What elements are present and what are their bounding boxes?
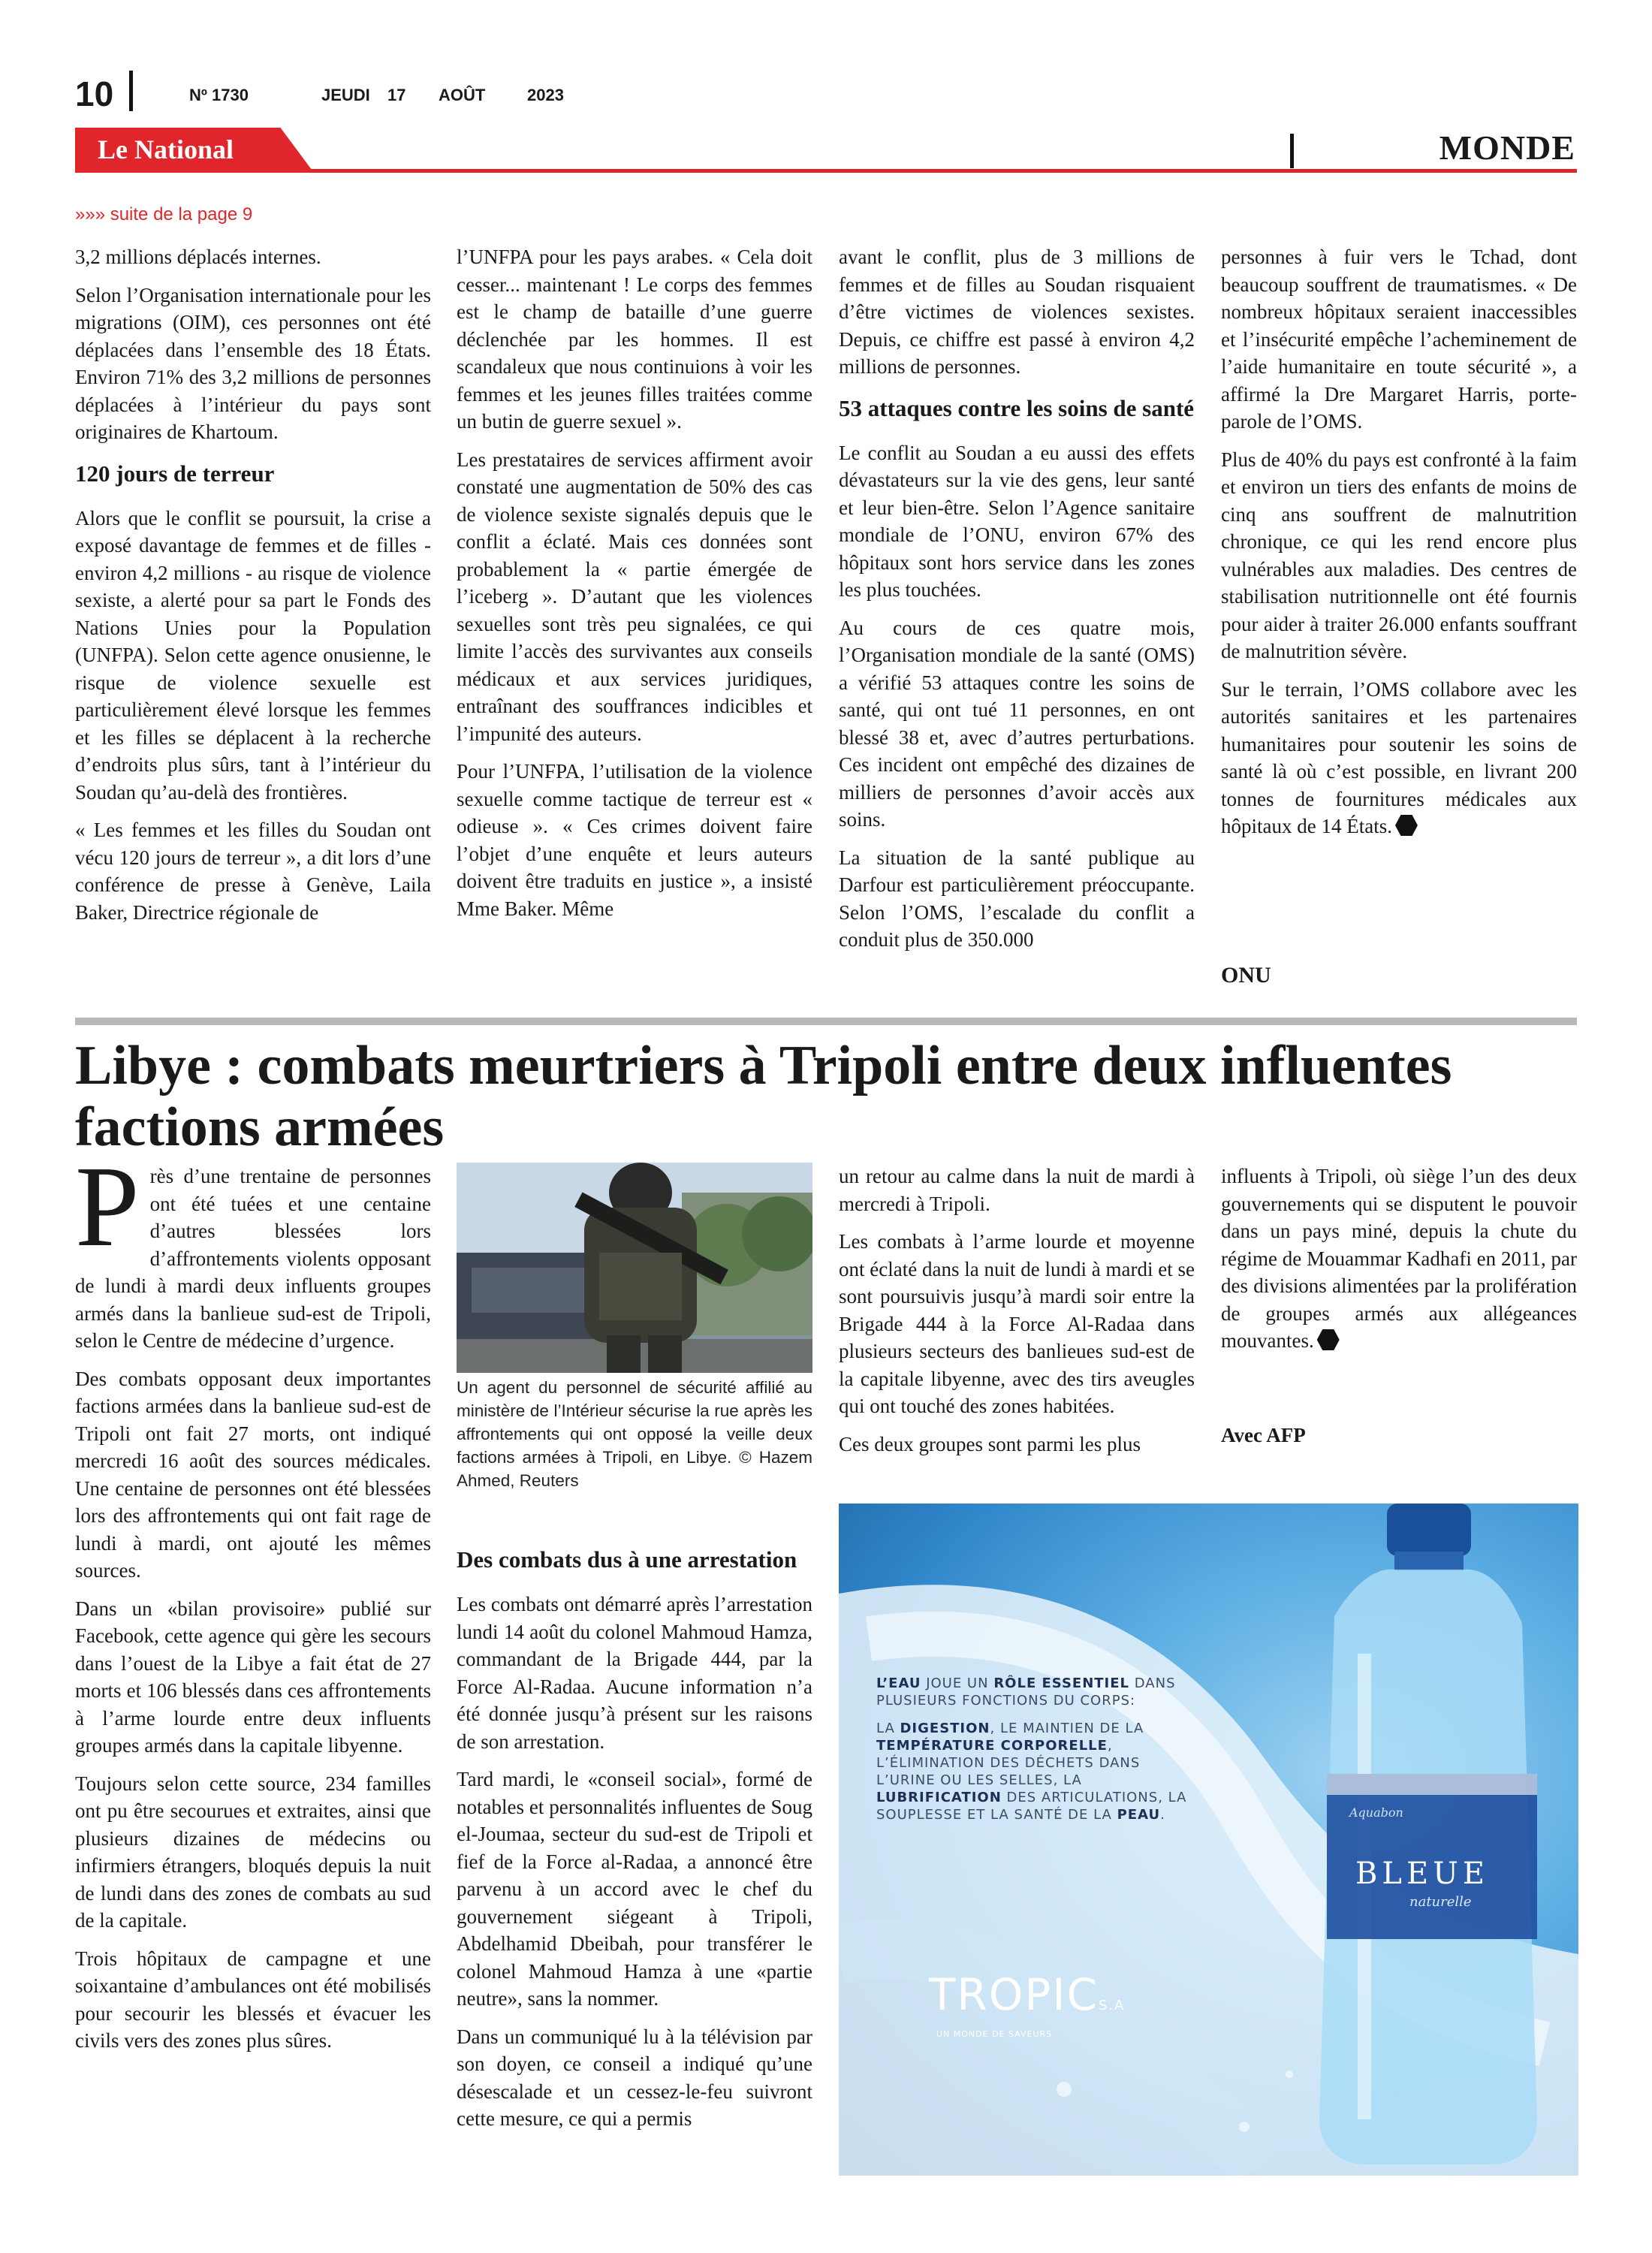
paragraph: Dans un communiqué lu à la télévision par son doyen, ce conseil a indiqué qu’une désescalade et un cessez-le-feu suivront cette mesure, ce qui a permis (457, 2025, 812, 2130)
ad-tagline: UN MONDE DE SAVEURS (936, 2029, 1053, 2039)
brand-logo: Le National (98, 134, 234, 164)
paragraph: l’UNFPA pour les pays arabes. « Cela doit cesser... maintenant ! Le corps des femmes est le champ de bataille d’une guerre déclenchée par les hommes. Il est scandaleux que nous continuions à voir les femmes et les jeunes filles traitées comme un butin de guerre sexuel ». (457, 246, 812, 433)
paragraph: Ces deux groupes sont parmi les plus (839, 1432, 1141, 1455)
paragraph: Alors que le conflit se poursuit, la crise a exposé davantage de femmes et de filles - environ 4,2 millions - au risque de violence sexiste, a alerté pour sa part le Fonds des Nations Unies pour la Population (UNFPA). Selon cette agence onusienne, le risque de violence sexuelle est particulièrement élevé lorsque les femmes et les filles se déplacent à la recherche d’endroits plus sûrs, tant à l’intérieur du Soudan qu’au-delà des frontières. (75, 506, 431, 804)
paragraph (1221, 1163, 1577, 1355)
paragraph: Plus de 40% du pays est confronté à la faim et environ un tiers des enfants de moins de cinq ans souffrent de malnutrition chronique, ce qui les rend encore plus vulnérables aux maladies. Des centres de stabilisation nutritionnelle ont été fournis pour aider à traiter 26.000 enfants souffrant de malnutrition sévère. (1221, 448, 1577, 662)
paragraph-text: influents à Tripoli, où siège l’un des deux gouvernements qui se disputent le pouvoir dans un pays miné, depuis la chute du régime de Mouammar Kadhafi en 2011, par des divisions alimentées par la prolifération de groupes armés aux allégeances mouvantes. (1221, 1165, 1577, 1352)
issue-number: Nº 1730 (189, 86, 249, 104)
ad-line (876, 1806, 1297, 1823)
ad-text: JOUE UN (921, 1675, 994, 1691)
article1-column-3 (839, 243, 1195, 964)
news-photo (457, 1163, 812, 1373)
ad-text: SOUPLESSE ET LA SANTÉ DE LA (876, 1807, 1117, 1823)
ad-text: , LE MAINTIEN DE LA (990, 1721, 1144, 1736)
continued-from (75, 204, 252, 225)
article2-column-4 (1221, 1163, 1577, 1365)
soldier-photo-illustration (457, 1163, 812, 1373)
ad-text: PEAU (1117, 1807, 1161, 1823)
paragraph: Tard mardi, le «conseil social», formé de notables et personnalités influentes de Soug el-Joumaa, secteur du sud-est de Tripoli et fief de la Force al-Radaa, a annoncé être parvenu à un accord avec le chef du gouvernement siégeant à Tripoli, Abdelhamid Dbeibah, pour transférer le colonel Mahmoud Hamza à une «partie neutre», sans la nommer. (457, 1768, 812, 2010)
subheading: Des combats dus à une arrestation (457, 1546, 797, 1573)
end-mark-icon (1395, 815, 1418, 836)
article2-source: Avec AFP (1221, 1424, 1306, 1446)
ad-text: DES ARTICULATIONS, LA (1001, 1790, 1187, 1805)
ad-text: LA (876, 1721, 900, 1736)
ad-line (876, 1675, 1297, 1692)
tropic-logo (929, 1969, 1125, 2020)
article-separator (75, 1018, 1577, 1025)
ad-text: DANS (1129, 1675, 1176, 1691)
article2-column-1 (75, 1143, 431, 2065)
paragraph: Au cours de ces quatre mois, l’Organisation mondiale de la santé (OMS) a vérifié 53 attaques contre les soins de santé, qui ont tué 11 personnes, en ont blessé 38 et, avec d’autres perturbations. Ces incident ont empêché des dizaines de milliers de personnes d’avoir accès aux soins. (839, 616, 1195, 831)
article1-source: ONU (1221, 963, 1271, 988)
ad-line: PLUSIEURS FONCTIONS DU CORPS: (876, 1693, 1136, 1709)
article1-column-2 (457, 243, 812, 933)
paragraph: Les combats à l’arme lourde et moyenne ont éclaté dans la nuit de lundi à mardi et se sont poursuivis jusqu’à mardi soir entre la Brigade 444 à la Force Al-Radaa dans plusieurs secteurs des banlieues sud-est de la capitale libyenne, avec des tirs aveugles qui ont touché des zones habitées. (839, 1230, 1195, 1417)
ad-text: , (1107, 1738, 1113, 1754)
article2-column-3 (839, 1163, 1195, 1468)
paragraph: Dans un «bilan provisoire» publié sur Facebook, cette agence qui gère les secours dans l’ouest de la Libye a fait état de 27 morts et 106 blessés dans ces affrontements à l’arme lourde entre deux influents groupes armés dans la capitale libyenne. (75, 1597, 431, 1757)
ad-text: RÔLE ESSENTIEL (993, 1675, 1130, 1691)
article2-headline: Libye : combats meurtriers à Tripoli entre deux influentes factions armées (75, 1035, 1452, 1158)
article1-column-1 (75, 243, 431, 936)
continued-marker: »»» suite de la page (75, 204, 238, 225)
paragraph: 3,2 millions déplacés internes. (75, 246, 321, 268)
photo-caption: Un agent du personnel de sécurité affilié au ministère de l’Intérieur sécurise la rue après les affrontements qui ont opposé la veille deux factions armées à Tripoli, en Libye. © Hazem Ahmed, Reuters (457, 1378, 812, 1490)
section-title: MONDE (1439, 128, 1575, 167)
bottle-brand-top: Aquabon (1349, 1805, 1403, 1820)
paragraph: « Les femmes et les filles du Soudan ont vécu 120 jours de terreur », a dit lors d’une conférence de presse à Genève, Laila Baker, Directrice régionale de (75, 819, 431, 924)
paragraph: Toujours selon cette source, 234 familles ont pu être secourues et extraites, ainsi que plusieurs dizaines de médecins ou infirmiers étrangers, bloqués depuis la nuit de lundi dans des zones de combats au sud de la capitale. (75, 1772, 431, 1932)
paragraph: avant le conflit, plus de 3 millions de femmes et de filles au Soudan risquaient d’être victimes de violences sexistes. Depuis, ce chiffre est passé à environ 4,2 millions de personnes. (839, 246, 1195, 378)
subheading: 53 attaques contre les soins de santé (839, 394, 1195, 421)
ad-text: DIGESTION (900, 1721, 990, 1736)
ad-text: LUBRIFICATION (876, 1790, 1002, 1805)
ad-line: L’URINE OU LES SELLES, LA (876, 1772, 1082, 1788)
subheading: 120 jours de terreur (75, 460, 275, 487)
ad-text: L’EAU (876, 1675, 921, 1691)
ad-line (876, 1789, 1297, 1806)
page-number: 10 (75, 74, 114, 113)
bottle-sublabel: naturelle (1409, 1894, 1472, 1910)
ad-line: L’ÉLIMINATION DES DÉCHETS DANS (876, 1755, 1141, 1771)
ad-text: . (1160, 1807, 1165, 1823)
paragraph: Selon l’Organisation internationale pour les migrations (OIM), ces personnes ont été déplacées dans l’ensemble des 18 États. Environ 71% des 3,2 millions de personnes déplacées à l’intérieur du pays sont originaires de Khartoum. (75, 283, 431, 443)
article1-column-4 (1221, 243, 1577, 851)
end-mark-icon (1317, 1329, 1340, 1350)
ad-copy (876, 1675, 1297, 1823)
bottle-label: BLEUE (1355, 1856, 1490, 1891)
continued-page: 9 (242, 204, 253, 225)
lead-text: rès d’une trentaine de personnes ont été tuées et une centaine d’autres blessées lors d’affrontements violents opposant de lundi à mardi deux influents groupes armés dans la banlieue sud-est de Tripoli, selon le Centre de médecine d’urgence. (75, 1165, 431, 1352)
paragraph: Les combats ont démarré après l’arrestation lundi 14 août du colonel Mahmoud Hamza, commandant de la Brigade 444, par la Force Al-Radaa. Aucune information n’a été donnée jusqu’à présent sur les raisons de son arrestation. (457, 1593, 812, 1753)
ad-background-art (839, 1504, 1578, 2176)
date-day: 17 (387, 86, 406, 104)
date-year: 2023 (527, 86, 564, 104)
paragraph: La situation de la santé publique au Darfour est particulièrement préoccupante. Selon l’OMS, l’escalade du conflit a conduit plus de 350.000 (839, 846, 1195, 951)
page-number-divider (129, 71, 133, 111)
paragraph (1221, 676, 1577, 840)
paragraph: personnes à fuir vers le Tchad, dont beaucoup souffrent de traumatismes. « De nombreux hôpitaux seraient inaccessibles et l’insécurité empêche l’acheminement de l’aide humanitaire en toute sécurité », a affirmé la Dre Margaret Harris, porte-parole de l’OMS. (1221, 246, 1577, 433)
date-month: AOÛT (439, 86, 486, 104)
lead-paragraph (75, 1143, 431, 1355)
ad-line (876, 1737, 1297, 1754)
header-rule (75, 169, 1577, 173)
logo-suffix: S.A (1098, 1998, 1126, 2013)
ad-text: TEMPÉRATURE CORPORELLE (876, 1738, 1108, 1754)
date-day-name: JEUDI (321, 86, 370, 104)
drop-cap: P (75, 1143, 140, 1271)
paragraph: Trois hôpitaux de campagne et une soixantaine d’ambulances ont été mobilisés pour secourir les blessés et évacuer les civils vers des zones plus sûres. (75, 1947, 431, 2052)
paragraph: Le conflit au Soudan a eu aussi des effets dévastateurs sur la vie des gens, leur santé et leur bien-être. Selon l’Agence sanitaire mondiale de l’ONU, environ 67% des hôpitaux sont hors service dans les zones les plus touchées. (839, 441, 1195, 601)
water-advertisement (839, 1504, 1578, 2176)
paragraph-text: Sur le terrain, l’OMS collabore avec les autorités sanitaires et les partenaires humanitaires pour soutenir les soins de santé là où c’est possible, en livrant 200 tonnes de fournitures médicales aux hôpitaux de 14 États. (1221, 677, 1577, 837)
paragraph: Les prestataires de services affirment avoir constaté une augmentation de 50% des cas de violence sexiste signalés depuis que le conflit a éclaté. Mais ces données sont probablement la « partie émergée de l’iceberg ». D’autant que les violences sexuelles sont très peu signalées, ce qui limite l’accès des survivantes aux conseils médicaux et aux services juridiques, entraînant des souffrances indicibles et l’impunité des auteurs. (457, 448, 812, 745)
section-divider (1290, 134, 1294, 168)
paragraph: Pour l’UNFPA, l’utilisation de la violence sexuelle comme tactique de terreur est « odieuse ». « Ces crimes doivent faire l’objet d’une enquête et leurs auteurs doivent être traduits en justice », a insisté Mme Baker. Même (457, 760, 812, 920)
ad-line (876, 1720, 1297, 1737)
paragraph: Des combats opposant deux importantes factions armées dans la banlieue sud-est de Tripoli ont fait 27 morts, ont indiqué mercredi 16 août des sources médicales. Une centaine de personnes ont été blessées lors des affrontements qui ont fait rage de lundi à mardi, ont ajouté les mêmes sources. (75, 1367, 431, 1582)
paragraph: un retour au calme dans la nuit de mardi à mercredi à Tripoli. (839, 1165, 1195, 1215)
logo-text: TROPIC (929, 1969, 1099, 2020)
article2-column-2 (457, 1546, 812, 2143)
